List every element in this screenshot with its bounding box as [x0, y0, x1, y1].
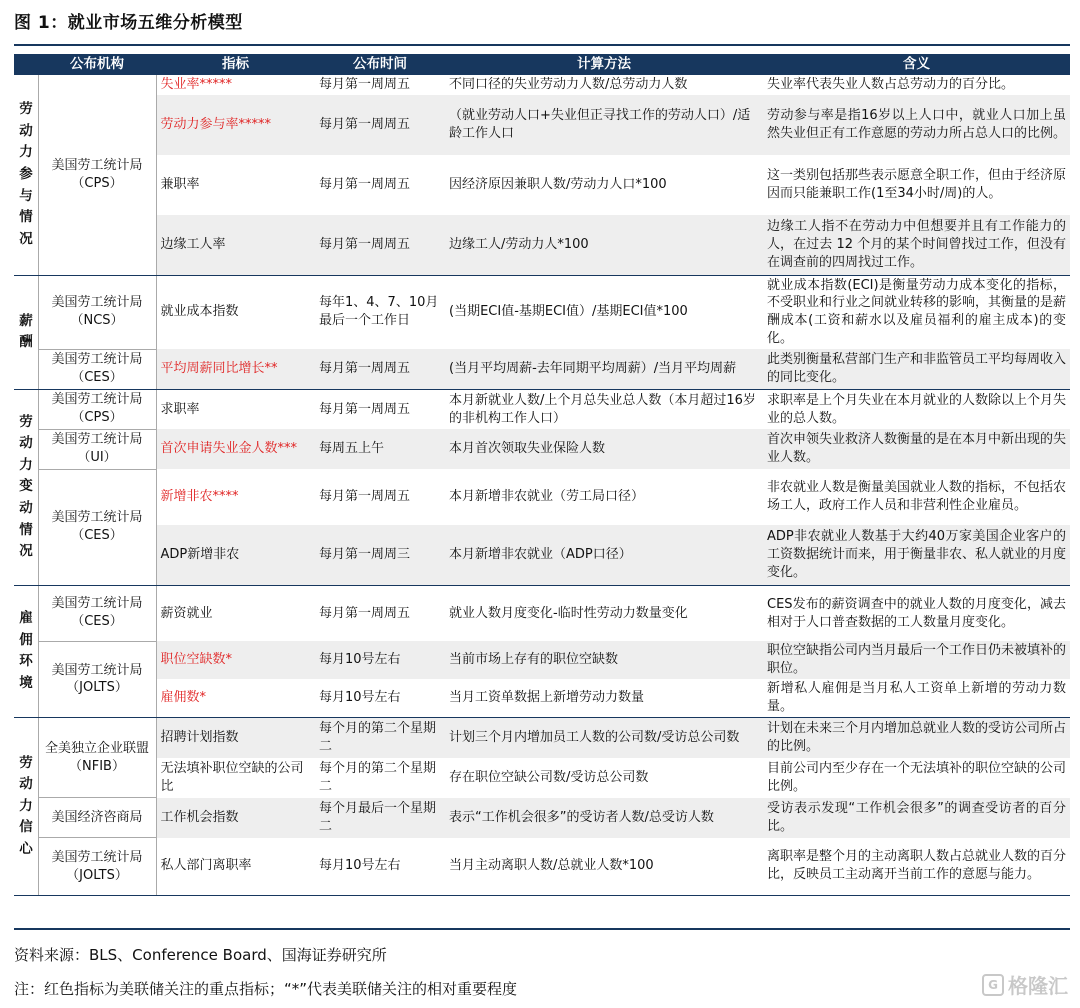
- time-cell: 每月第一周周五: [319, 605, 411, 621]
- meaning-cell: 失业率代表失业人数占总劳动力的百分比。: [767, 77, 1015, 93]
- method-cell: 就业人数月度变化-临时性劳动力数量变化: [449, 605, 688, 621]
- indicator-cell: 兼职率: [160, 177, 200, 193]
- watermark-logo-icon: G: [982, 974, 1004, 996]
- indicator-cell: 雇佣数*: [156, 679, 315, 717]
- header-time: 公布时间: [315, 54, 445, 75]
- watermark: [982, 970, 1068, 999]
- org-cell: 美国劳工统计局（NCS）: [38, 275, 156, 349]
- title-rule: [14, 44, 1070, 46]
- indicator-cell: 私人部门离职率: [156, 838, 315, 896]
- method-cell: 当前市场上存有的职位空缺数: [445, 641, 763, 679]
- header-meaning: 含义: [763, 54, 1070, 75]
- meaning-cell: 这一类别包括那些表示愿意全职工作，但由于经济原因而只能兼职工作(1至34小时/周)的人。: [767, 168, 1067, 201]
- indicator-cell: 招聘计划指数: [156, 718, 315, 758]
- method-cell: 本月新就业人数/上个月总失业总人数（本月超过16岁的非机构工作人口）: [449, 392, 756, 426]
- meaning-cell: 劳动参与率是指16岁以上人口中，就业人口加上虽然失业但正有工作意愿的劳动力所占总人口的比例。: [763, 95, 1070, 155]
- org-cell: 美国劳工统计局（CPS）: [38, 389, 156, 429]
- org-cell: 美国劳工统计局（CPS）: [38, 75, 156, 275]
- time-cell: 每月第一周周五: [315, 349, 445, 389]
- indicator-cell: 求职率: [160, 401, 200, 417]
- indicator-cell: 首次申请失业金人数***: [156, 429, 315, 469]
- meaning-cell: ADP非农就业人数基于大约40万家美国企业客户的工资数据统计而来，用于衡量非农、私人就业的月度变化。: [763, 525, 1070, 585]
- header-indicator: 指标: [156, 54, 315, 75]
- meaning-cell: 职位空缺指公司内当月最后一个工作日仍未被填补的职位。: [763, 641, 1070, 679]
- org-cell: 美国劳工统计局（UI）: [38, 429, 156, 469]
- time-cell: 每月第一周周五: [315, 95, 445, 155]
- table-row: [14, 215, 1070, 275]
- dimension-label: 薪酬: [19, 312, 33, 351]
- indicator-cell: 边缘工人率: [156, 215, 315, 275]
- indicator-cell: 工作机会指数: [156, 798, 315, 838]
- time-cell: 每周五上午: [315, 429, 445, 469]
- dimension-label: 劳动力信心: [19, 754, 33, 858]
- meaning-cell: 受访表示发现“工作机会很多”的调查受访者的百分比。: [763, 798, 1070, 838]
- table-row: [14, 585, 1070, 641]
- method-cell: 边缘工人/劳动力人*100: [445, 215, 763, 275]
- method-cell: 存在职位空缺公司数/受访总公司数: [449, 769, 649, 785]
- indicator-cell: 就业成本指数: [160, 304, 239, 320]
- time-cell: 每月10号左右: [315, 641, 445, 679]
- time-cell: 每月第一周周五: [319, 401, 411, 417]
- meaning-cell: 边缘工人指不在劳动力中但想要并且有工作能力的人，在过去 12 个月的某个时间曾找过工作，但没有在调查前的四周找过工作。: [763, 215, 1070, 275]
- table-row: [14, 758, 1070, 798]
- meaning-cell: 计划在未来三个月内增加总就业人数的受访公司所占的比例。: [763, 718, 1070, 758]
- indicator-cell: 新增非农****: [160, 489, 239, 505]
- table-row: [14, 155, 1070, 215]
- table-row: [14, 75, 1070, 95]
- table-row: [14, 838, 1070, 896]
- method-cell: 当月工资单数据上新增劳动力数量: [445, 679, 763, 717]
- meaning-cell: 非农就业人数是衡量美国就业人数的指标，不包括农场工人，政府工作人员和非营利性企业雇员。: [767, 480, 1067, 514]
- dimension-label: 劳动力参与情况: [19, 101, 33, 247]
- meaning-cell: 目前公司内至少存在一个无法填补的职位空缺的公司比例。: [767, 760, 1067, 794]
- dimension-label: 雇佣环境: [19, 610, 33, 692]
- employment-model-table: [14, 54, 1070, 896]
- table-row: [14, 275, 1070, 349]
- table-row: [14, 641, 1070, 679]
- footer-rule: [14, 928, 1070, 930]
- time-cell: 每个月最后一个星期二: [315, 798, 445, 838]
- table-row: [14, 469, 1070, 525]
- table-row: [14, 525, 1070, 585]
- time-cell: 每年1、4、7、10月最后一个工作日: [319, 295, 439, 329]
- time-cell: 每月第一周周三: [315, 525, 445, 585]
- header-row: [14, 54, 1070, 75]
- org-cell: 全美独立企业联盟（NFIB）: [38, 718, 156, 798]
- footnote: 注：红色指标为美联储关注的重点指标；“*”代表美联储关注的相对重要程度: [14, 980, 518, 998]
- table-row: [14, 718, 1070, 758]
- org-cell: 美国劳工统计局（CES）: [38, 585, 156, 641]
- org-cell: 美国劳工统计局（CES）: [38, 469, 156, 585]
- meaning-cell: 就业成本指数(ECI)是衡量劳动力成本变化的指标，不受职业和行业之间就业转移的影响，其衡量的是薪酬成本(工资和薪水以及雇员福利的雇主成本)的变化。: [767, 277, 1067, 347]
- table-body: [14, 75, 1070, 896]
- method-cell: 本月新增非农就业（劳工局口径）: [449, 489, 645, 505]
- meaning-cell: CES发布的薪资调查中的就业人数的月度变化，减去相对于人口普查数据的工人数量月度变化。: [767, 596, 1066, 630]
- method-cell: 本月首次领取失业保险人数: [445, 429, 763, 469]
- table-row: [14, 349, 1070, 389]
- method-cell: （就业劳动人口+失业但正寻找工作的劳动人口）/适龄工作人口: [445, 95, 763, 155]
- meaning-cell: 此类别衡量私营部门生产和非监管员工平均每周收入的同比变化。: [763, 349, 1070, 389]
- header-dim: [14, 54, 38, 75]
- figure-title: 图 1：就业市场五维分析模型: [14, 13, 243, 33]
- method-cell: 因经济原因兼职人数/劳动力人口*100: [449, 177, 667, 193]
- header-method: 计算方法: [445, 54, 763, 75]
- method-cell: 计划三个月内增加员工人数的公司数/受访总公司数: [445, 718, 763, 758]
- indicator-cell: 平均周薪同比增长**: [156, 349, 315, 389]
- dimension-cell: [14, 275, 38, 389]
- watermark-text: 格隆汇: [1008, 974, 1068, 998]
- time-cell: 每月第一周周五: [319, 77, 411, 93]
- dimension-cell: [14, 75, 38, 275]
- source-note: 资料来源：BLS、Conference Board、国海证券研究所: [14, 946, 387, 964]
- org-cell: 美国劳工统计局（JOLTS）: [38, 838, 156, 896]
- indicator-cell: 失业率*****: [160, 77, 233, 93]
- meaning-cell: 离职率是整个月的主动离职人数占总就业人数的百分比，反映员工主动离开当前工作的意愿与能力。: [763, 838, 1070, 896]
- indicator-cell: ADP新增非农: [156, 525, 315, 585]
- org-cell: 美国劳工统计局（CES）: [38, 349, 156, 389]
- time-cell: 每个月的第二个星期二: [315, 718, 445, 758]
- org-cell: 美国劳工统计局（JOLTS）: [38, 641, 156, 717]
- dimension-cell: [14, 585, 38, 717]
- table-row: [14, 679, 1070, 717]
- indicator-cell: 薪资就业: [160, 605, 213, 621]
- time-cell: 每个月的第二个星期二: [319, 760, 437, 794]
- time-cell: 每月10号左右: [315, 838, 445, 896]
- method-cell: (当期ECI值-基期ECI值）/基期ECI值*100: [449, 304, 688, 320]
- method-cell: 本月新增非农就业（ADP口径）: [445, 525, 763, 585]
- meaning-cell: 新增私人雇佣是当月私人工资单上新增的劳动力数量。: [763, 679, 1070, 717]
- time-cell: 每月第一周周五: [319, 489, 411, 505]
- dimension-cell: [14, 389, 38, 585]
- dimension-cell: [14, 718, 38, 896]
- method-cell: (当月平均周薪-去年同期平均周薪）/当月平均周薪: [445, 349, 763, 389]
- table-row: [14, 95, 1070, 155]
- meaning-cell: 首次申领失业救济人数衡量的是在本月中新出现的失业人数。: [763, 429, 1070, 469]
- indicator-cell: 职位空缺数*: [156, 641, 315, 679]
- indicator-cell: 劳动力参与率*****: [156, 95, 315, 155]
- time-cell: 每月10号左右: [315, 679, 445, 717]
- method-cell: 不同口径的失业劳动力人数/总劳动力人数: [449, 77, 688, 93]
- org-cell: 美国经济咨商局: [38, 798, 156, 838]
- method-cell: 当月主动离职人数/总就业人数*100: [445, 838, 763, 896]
- indicator-cell: 无法填补职位空缺的公司比: [160, 760, 304, 794]
- meaning-cell: 求职率是上个月失业在本月就业的人数除以上个月失业的总人数。: [767, 392, 1067, 426]
- time-cell: 每月第一周周五: [319, 177, 411, 193]
- dimension-label: 劳动力变动情况: [19, 413, 33, 560]
- table-row: [14, 798, 1070, 838]
- time-cell: 每月第一周周五: [315, 215, 445, 275]
- method-cell: 表示“工作机会很多”的受访者人数/总受访人数: [445, 798, 763, 838]
- table-row: [14, 389, 1070, 429]
- table-row: [14, 429, 1070, 469]
- header-org: 公布机构: [38, 54, 156, 75]
